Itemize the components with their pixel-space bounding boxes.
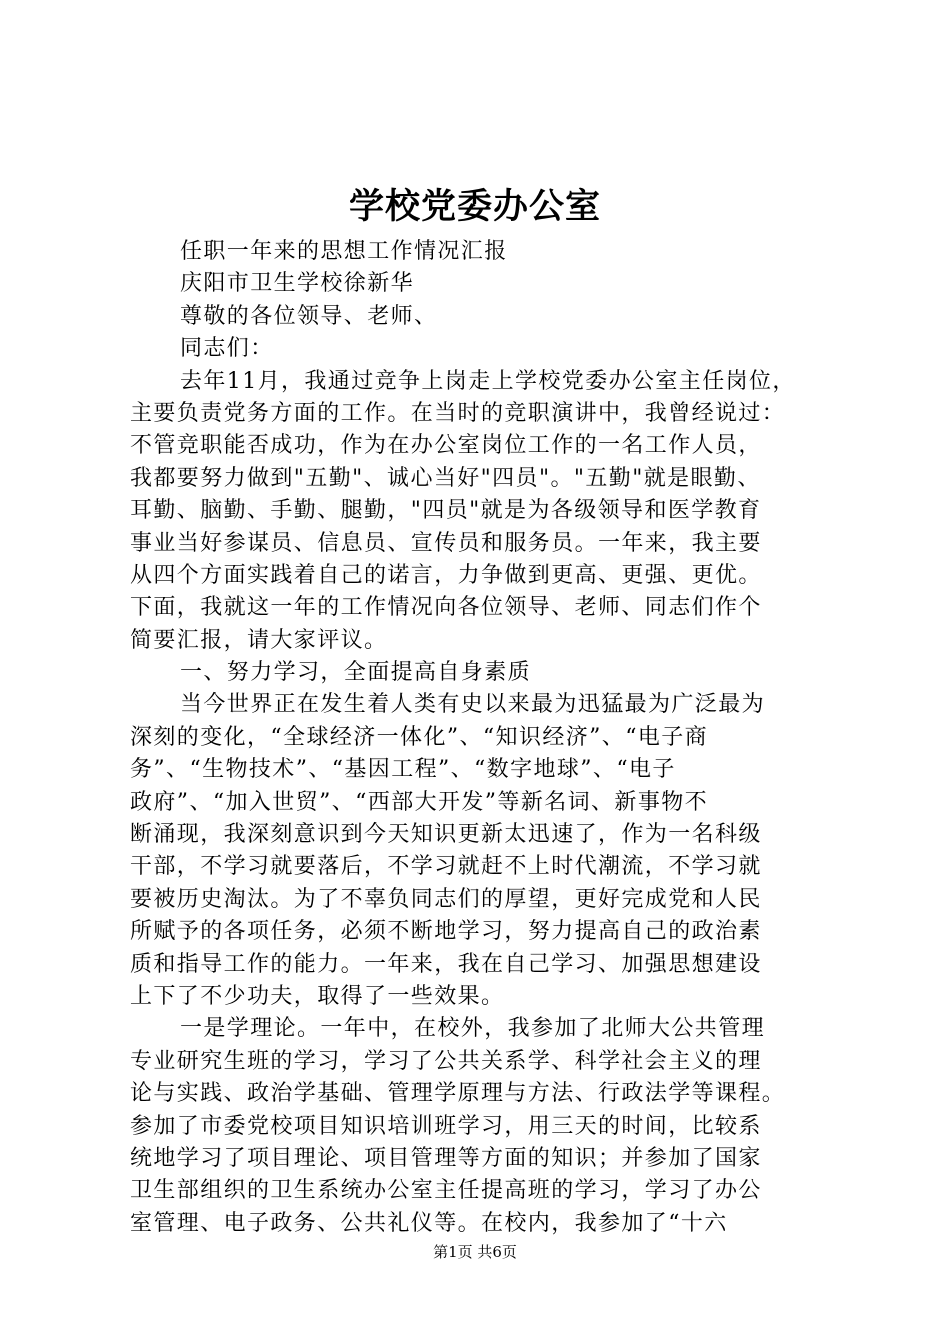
text-line: 上下了不少功夫，取得了一些效果。 <box>130 983 505 1009</box>
text-line: 一、努力学习，全面提高自身素质 <box>180 660 532 686</box>
text-line: 论与实践、政治学基础、管理学原理与方法、行政法学等课程。 <box>130 1081 786 1107</box>
text-line: 我都要努力做到"五勤"、诚心当好"四员"。"五勤"就是眼勤、 <box>130 465 761 491</box>
text-line: 统地学习了项目理论、项目管理等方面的知识；并参加了国家 <box>130 1145 762 1171</box>
text-line: 政府”、“加入世贸”、“西部大开发”等新名词、新事物不 <box>130 789 709 815</box>
text-line: 主要负责党务方面的工作。在当时的竞职演讲中，我曾经说过： <box>130 400 786 426</box>
text-line: 断涌现，我深刻意识到今天知识更新太迅速了，作为一名科级 <box>130 822 762 848</box>
text-line: 不管竞职能否成功，作为在办公室岗位工作的一名工作人员， <box>130 433 762 459</box>
text-line: 下面，我就这一年的工作情况向各位领导、老师、同志们作个 <box>130 595 762 621</box>
text-line: 务”、“生物技术”、“基因工程”、“数字地球”、“电子 <box>130 757 676 783</box>
text-line: 从四个方面实践着自己的诺言，力争做到更高、更强、更优。 <box>130 562 762 588</box>
text-line: 卫生部组织的卫生系统办公室主任提高班的学习，学习了办公 <box>130 1178 762 1204</box>
text-line: 任职一年来的思想工作情况汇报 <box>180 239 508 264</box>
text-line: 所赋予的各项任务，必须不断地学习，努力提高自己的政治素 <box>130 919 762 945</box>
text-line: 专业研究生班的学习，学习了公共关系学、科学社会主义的理 <box>130 1048 762 1074</box>
text-line: 一是学理论。一年中，在校外，我参加了北师大公共管理 <box>180 1016 766 1042</box>
text-line: 去年11月，我通过竞争上岗走上学校党委办公室主任岗位， <box>180 368 796 394</box>
text-line: 同志们： <box>180 336 274 362</box>
text-line: 尊敬的各位领导、老师、 <box>180 303 438 329</box>
text-line: 庆阳市卫生学校徐新华 <box>180 271 415 297</box>
text-line: 简要汇报，请大家评议。 <box>130 627 388 653</box>
text-line: 要被历史淘汰。为了不辜负同志们的厚望，更好完成党和人民 <box>130 886 762 912</box>
text-line: 室管理、电子政务、公共礼仪等。在校内，我参加了“十六 <box>130 1210 728 1236</box>
page-footer: 第1页 共6页 <box>433 1243 517 1261</box>
text-line: 质和指导工作的能力。一年来，我在自己学习、加强思想建设 <box>130 951 762 977</box>
text-line: 耳勤、脑勤、手勤、腿勤，"四员"就是为各级领导和医学教育 <box>130 498 762 524</box>
document-title: 学校党委办公室 <box>348 186 601 227</box>
text-line: 参加了市委党校项目知识培训班学习，用三天的时间，比较系 <box>130 1113 762 1139</box>
text-line: 深刻的变化，“全球经济一体化”、“知识经济”、“电子商 <box>130 724 709 750</box>
text-line: 事业当好参谋员、信息员、宣传员和服务员。一年来，我主要 <box>130 530 762 556</box>
document-body <box>130 236 850 1240</box>
text-line: 当今世界正在发生着人类有史以来最为迅猛最为广泛最为 <box>180 692 766 718</box>
text-line: 干部，不学习就要落后，不学习就赶不上时代潮流，不学习就 <box>130 854 762 880</box>
